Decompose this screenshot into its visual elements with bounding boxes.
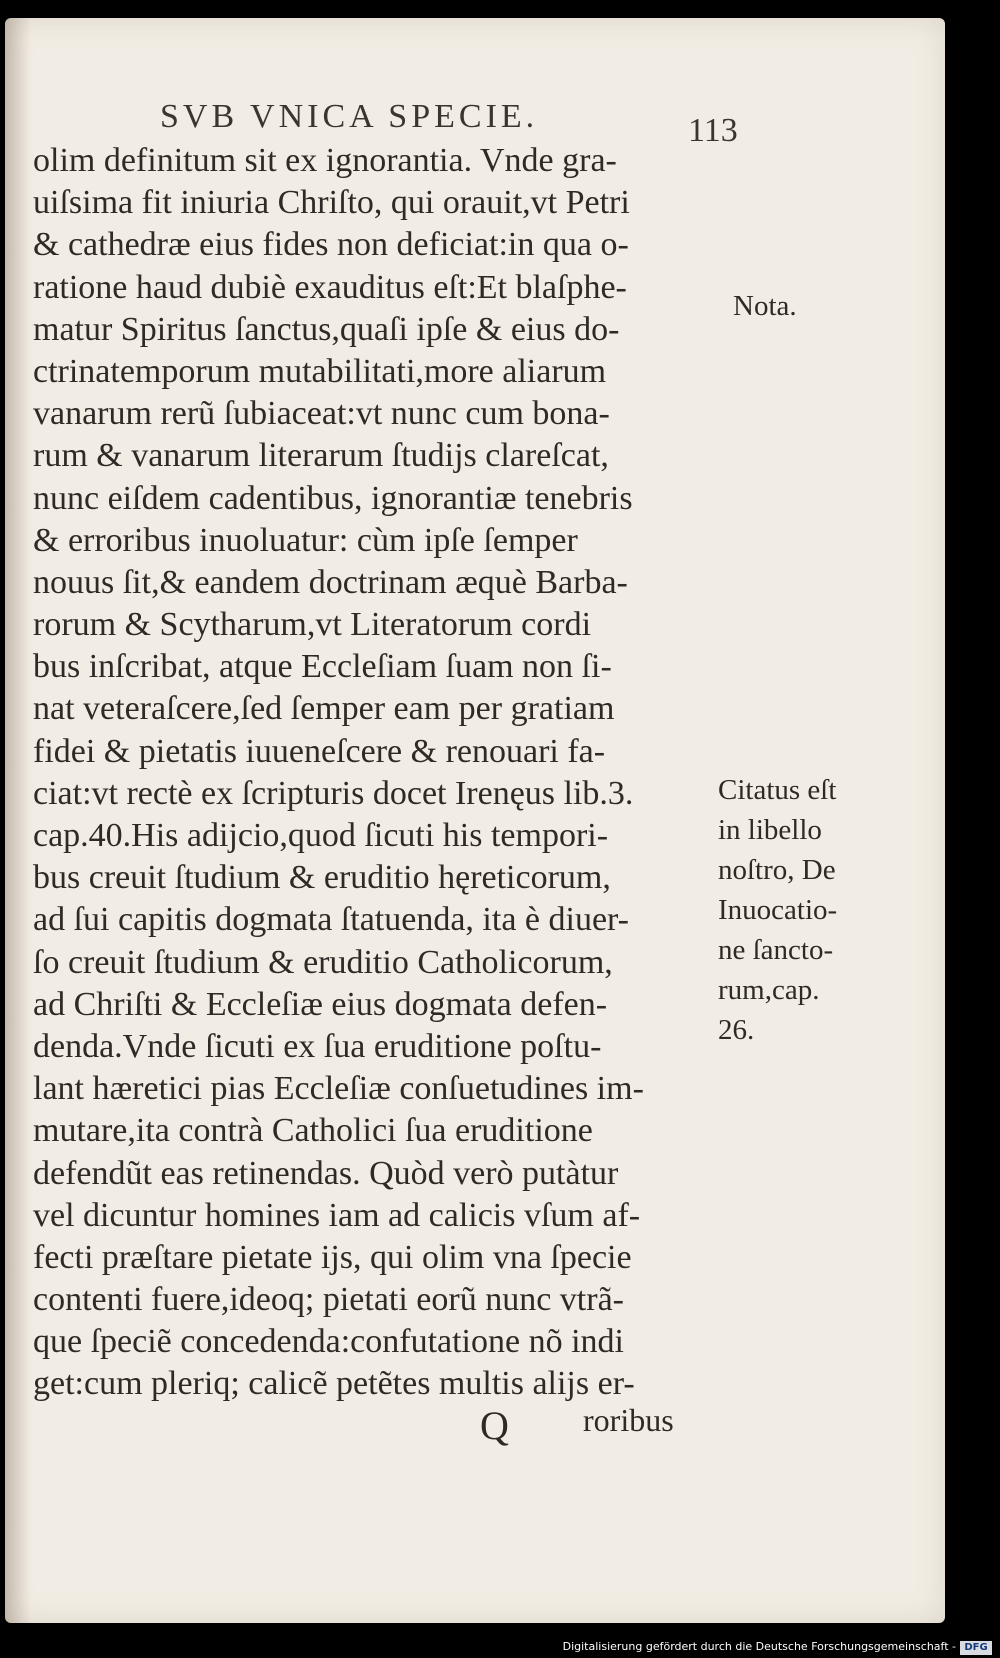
text-line: contenti fuere,ideoq; pietati eorũ nunc vtrã- [33,1281,624,1319]
text-line: que ſpeciẽ concedenda:confutatione nõ indi [33,1323,624,1361]
text-line: uiſsima fit iniuria Chriſto, qui orauit,vt Petri [33,184,630,222]
text-line: ciat:vt rectè ex ſcripturis docet Irenęus lib.3. [33,774,634,812]
main-text [33,140,723,1406]
margin-note-line: in libello [718,814,822,846]
digitization-credit: Digitalisierung gefördert durch die Deutsche Forschungsgemeinschaft - [562,1640,956,1653]
catchword: roribus [583,1402,674,1438]
text-line: ctrinatemporum mutabilitati,more aliarum [33,352,607,390]
text-line: bus creuit ſtudium & eruditio hęreticorum, [33,859,611,897]
margin-note-line: Inuocatio- [718,894,838,926]
text-line: & erroribus inuoluatur: cùm ipſe ſemper [33,521,578,559]
margin-note-line: ne ſancto- [718,934,834,966]
text-line: lant hæretici pias Eccleſiæ conſuetudines im- [33,1070,644,1108]
text-line: get:cum pleriq; calicẽ petẽtes multis alijs er- [33,1365,635,1403]
margin-note-line: noſtro, De [718,854,836,886]
page-gutter-shadow [5,18,31,1623]
text-line: bus inſcribat, atque Eccleſiam ſuam non ſi- [33,648,612,686]
text-line: matur Spiritus ſanctus,quaſi ipſe & eius do- [33,310,620,348]
text-line: ſo creuit ſtudium & eruditio Catholicorum, [33,943,613,981]
text-line: mutare,ita contrà Catholici ſua eruditione [33,1112,593,1150]
text-line: rum & vanarum literarum ſtudijs clareſcat, [33,437,609,475]
margin-note-nota: Nota. [733,290,797,322]
margin-note-line: rum,cap. [718,974,820,1006]
dfg-logo: DFG [960,1641,992,1655]
text-line: denda.Vnde ſicuti ex ſua eruditione poſtu- [33,1027,602,1065]
text-line: defendũt eas retinendas. Quòd verò putàtur [33,1154,619,1192]
margin-note-line: 26. [718,1014,755,1046]
text-line: & cathedræ eius fides non deficiat:in qua o- [33,226,629,264]
signature-mark: Q [480,1403,509,1448]
text-line: nouus ſit,& eandem doctrinam æquè Barba- [33,563,628,601]
text-line: nat veteraſcere,ſed ſemper eam per gratiam [33,690,615,728]
margin-note-citation [718,770,837,1050]
text-line: ad Chriſti & Eccleſiæ eius dogmata defen- [33,985,608,1023]
text-line: rorum & Scytharum,vt Literatorum cordi [33,606,592,644]
margin-note-line: Citatus eſt [718,774,837,806]
text-line: nunc eiſdem cadentibus, ignorantiæ tenebris [33,479,633,517]
text-line: olim definitum sit ex ignorantia. Vnde gra- [33,142,617,179]
text-line: ratione haud dubiè exauditus eſt:Et blaſphe- [33,268,627,306]
page-number: 113 [688,112,738,149]
text-line: vanarum rerũ ſubiaceat:vt nunc cum bona- [33,395,610,433]
running-title: SVB VNICA SPECIE. [160,98,539,135]
text-line: fidei & pietatis iuueneſcere & renouari fa- [33,732,606,770]
text-line: ad ſui capitis dogmata ſtatuenda, ita è diuer- [33,901,629,939]
text-line: fecti præſtare pietate ijs, qui olim vna ſpecie [33,1238,632,1276]
text-line: vel dicuntur homines iam ad calicis vſum af- [33,1196,641,1234]
text-line: cap.40.His adijcio,quod ſicuti his tempori- [33,817,609,854]
